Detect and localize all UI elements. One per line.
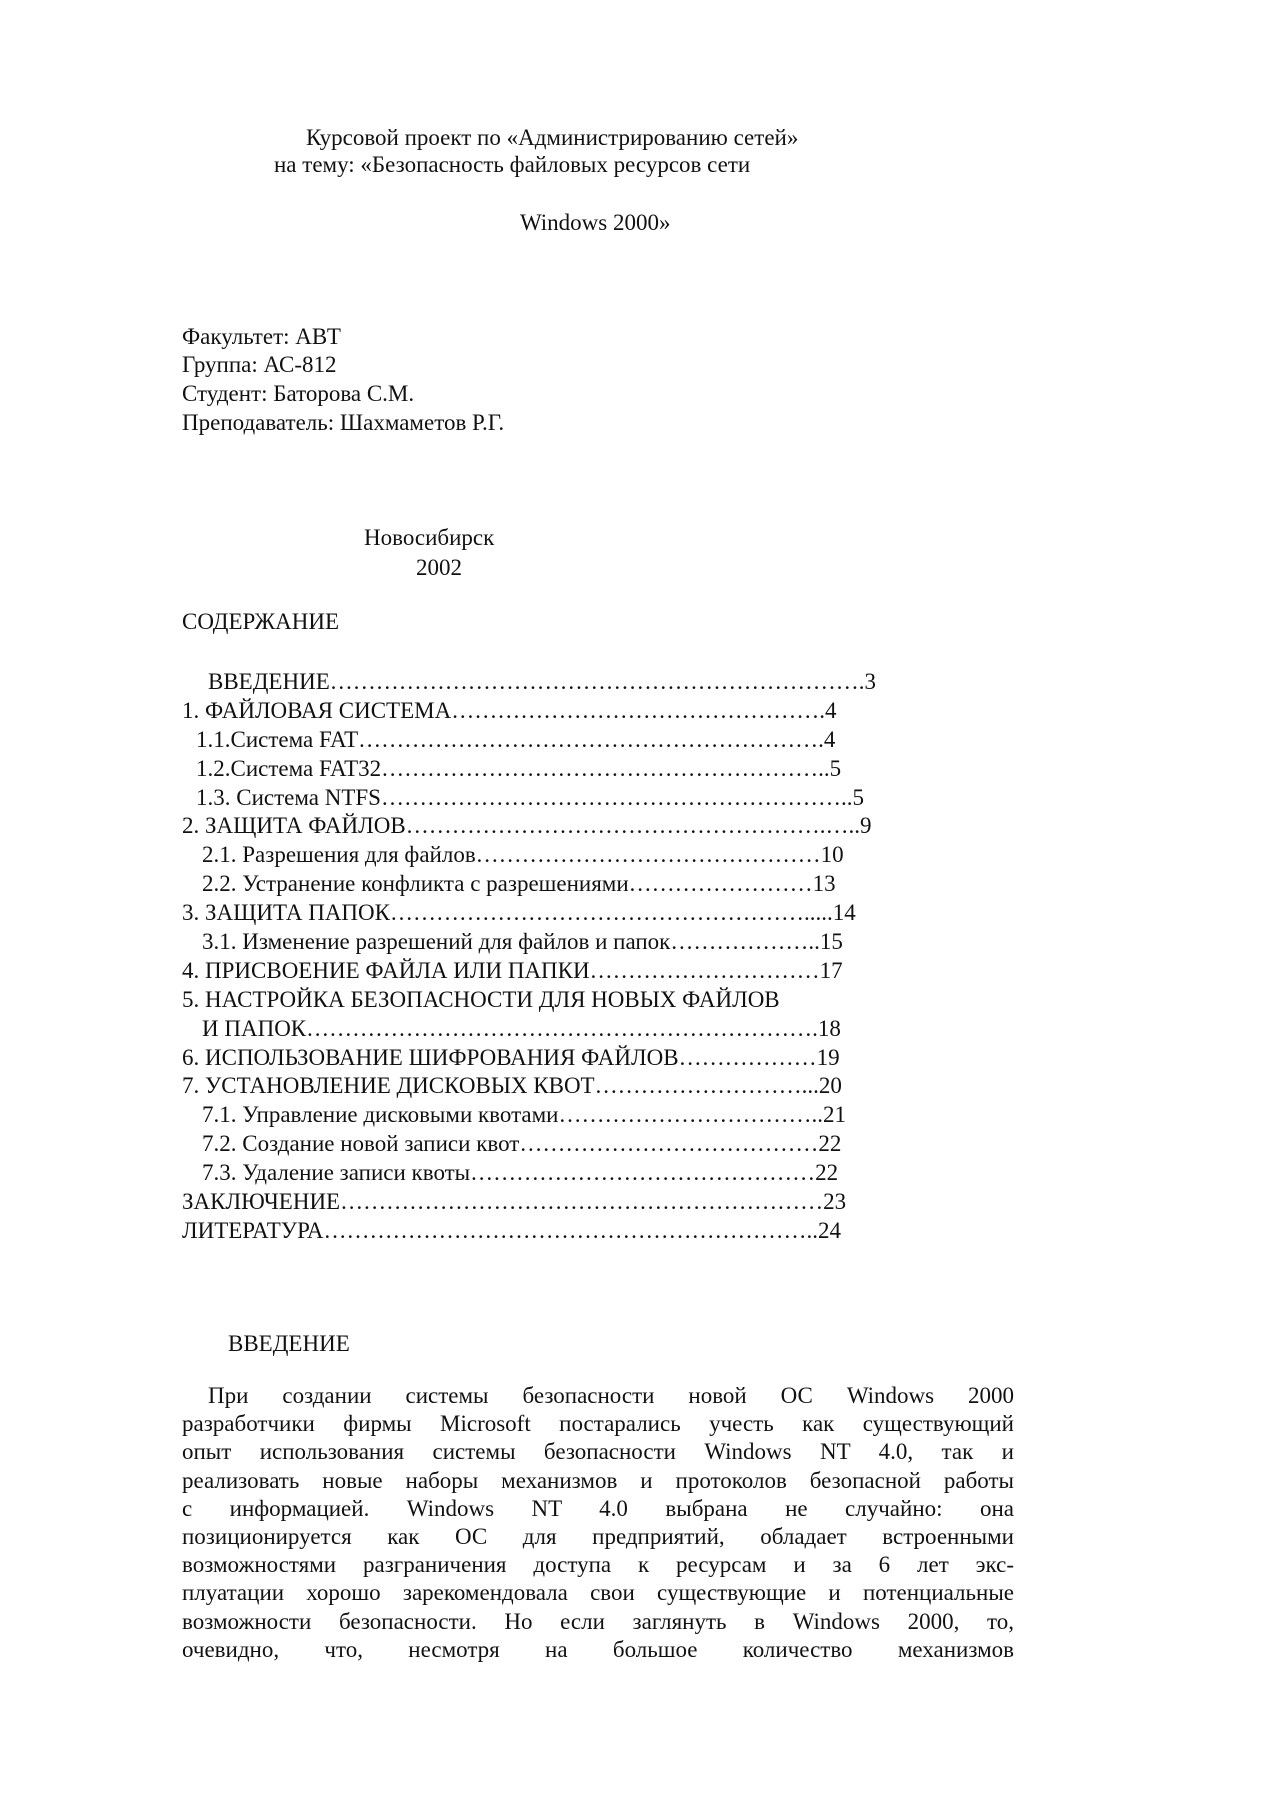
- toc-item[interactable]: [182, 1130, 962, 1159]
- paragraph-line: с информацией. Windows NT 4.0 выбрана не случайно: она: [182, 1495, 1014, 1521]
- paragraph-line: позиционируется как ОС для предприятий, обладает встроенными: [182, 1523, 1014, 1549]
- city-line: Новосибирск: [364, 525, 495, 550]
- toc-title: СОДЕРЖАНИЕ: [182, 609, 340, 634]
- toc-item[interactable]: [182, 1159, 962, 1188]
- title-line-1: Курсовой проект по «Администрированию сетей»: [306, 125, 799, 150]
- toc-item-label: 1.1.Система FAT…………………………………………………….4: [196, 726, 836, 752]
- paragraph-line: плуатации хорошо зарекомендовала свои существующие и потенциальные: [182, 1580, 1014, 1606]
- paragraph-line: реализовать новые наборы механизмов и протоколов безопасной работы: [182, 1467, 1014, 1493]
- toc-item[interactable]: [182, 957, 962, 986]
- toc-item-label: 7.2. Создание новой записи квот…………………………………22: [202, 1131, 842, 1157]
- paragraph-line: опыт использования системы безопасности Windows NT 4.0, так и: [182, 1439, 1014, 1465]
- toc-item-label: ЗАКЛЮЧЕНИЕ………………………………………………………23: [182, 1189, 847, 1215]
- toc-item-label: ВВЕДЕНИЕ…………………………………………………………….3: [208, 669, 876, 694]
- toc-item[interactable]: [182, 841, 962, 870]
- toc-item[interactable]: [182, 697, 962, 726]
- toc-item-label: 6. ИСПОЛЬЗОВАНИЕ ШИФРОВАНИЯ ФАЙЛОВ………………19: [182, 1044, 840, 1070]
- toc-item-label: 7.1. Управление дисковыми квотами……………………………..21: [202, 1102, 846, 1128]
- paragraph-line: возможности безопасности. Но если заглянуть в Windows 2000, то,: [182, 1608, 1014, 1634]
- toc-item-label: 3. ЗАЩИТА ПАПОК……………………………………………….....14: [182, 900, 856, 926]
- table-of-contents: [182, 668, 962, 1246]
- student-line: Студент: Баторова С.М.: [182, 381, 415, 406]
- title-line-2: на тему: «Безопасность файловых ресурсов сети: [274, 152, 751, 177]
- intro-paragraph: [182, 1382, 1014, 1664]
- toc-item[interactable]: [182, 755, 962, 784]
- toc-item[interactable]: [182, 784, 962, 813]
- toc-item[interactable]: [182, 1072, 962, 1101]
- toc-item[interactable]: [182, 1188, 962, 1217]
- toc-item[interactable]: [182, 899, 962, 928]
- toc-item[interactable]: [182, 668, 962, 697]
- toc-item-label: 1.2.Система FAT32…………………………………………………..5: [196, 755, 842, 781]
- toc-item-label: И ПАПОК………………………………………………………….18: [202, 1015, 841, 1041]
- paragraph-line: возможностями разграничения доступа к ресурсам и за 6 лет экс-: [182, 1552, 1014, 1578]
- intro-title: ВВЕДЕНИЕ: [228, 1331, 350, 1356]
- toc-item-label: 2.1. Разрешения для файлов………………………………………10: [202, 842, 844, 868]
- toc-item-label: 7.3. Удаление записи квоты………………………………………22: [202, 1160, 839, 1186]
- toc-item[interactable]: [182, 986, 962, 1015]
- toc-item[interactable]: [182, 1101, 962, 1130]
- paragraph-line: разработчики фирмы Microsoft постарались учесть как существующий: [182, 1411, 1014, 1437]
- faculty-line: Факультет: АВТ: [182, 324, 341, 349]
- title-line-3: Windows 2000»: [520, 210, 671, 235]
- toc-item-label: 1.3. Система NTFS……………………………………………………..5: [196, 784, 864, 810]
- toc-item-label: 2. ЗАЩИТА ФАЙЛОВ……………………………………………….…..9: [182, 813, 872, 839]
- toc-item[interactable]: [182, 812, 962, 841]
- toc-item[interactable]: [182, 1044, 962, 1073]
- toc-item[interactable]: [182, 1217, 962, 1246]
- year-line: 2002: [416, 555, 462, 580]
- paragraph-line: При создании системы безопасности новой ОС Windows 2000: [208, 1383, 1014, 1408]
- toc-item[interactable]: [182, 1015, 962, 1044]
- toc-item-label: 4. ПРИСВОЕНИЕ ФАЙЛА ИЛИ ПАПКИ…………………………17: [182, 957, 843, 983]
- toc-item[interactable]: [182, 726, 962, 755]
- group-line: Группа: АС-812: [182, 352, 337, 377]
- toc-item-label: ЛИТЕРАТУРА………………………………………………………..24: [182, 1217, 842, 1243]
- toc-item-label: 7. УСТАНОВЛЕНИЕ ДИСКОВЫХ КВОТ………………………...20: [182, 1073, 842, 1099]
- teacher-line: Преподаватель: Шахмаметов Р.Г.: [182, 410, 505, 435]
- paragraph-line: очевидно, что, несмотря на большое количество механизмов: [182, 1636, 1014, 1662]
- toc-item[interactable]: [182, 870, 962, 899]
- toc-item-label: 1. ФАЙЛОВАЯ СИСТЕМА………………………………………….4: [182, 697, 837, 723]
- toc-item-label: 3.1. Изменение разрешений для файлов и папок………………..15: [202, 929, 843, 955]
- toc-item-label: 5. НАСТРОЙКА БЕЗОПАСНОСТИ ДЛЯ НОВЫХ ФАЙЛОВ: [182, 986, 780, 1012]
- toc-item[interactable]: [182, 928, 962, 957]
- toc-item-label: 2.2. Устранение конфликта с разрешениями……………………13: [202, 871, 836, 897]
